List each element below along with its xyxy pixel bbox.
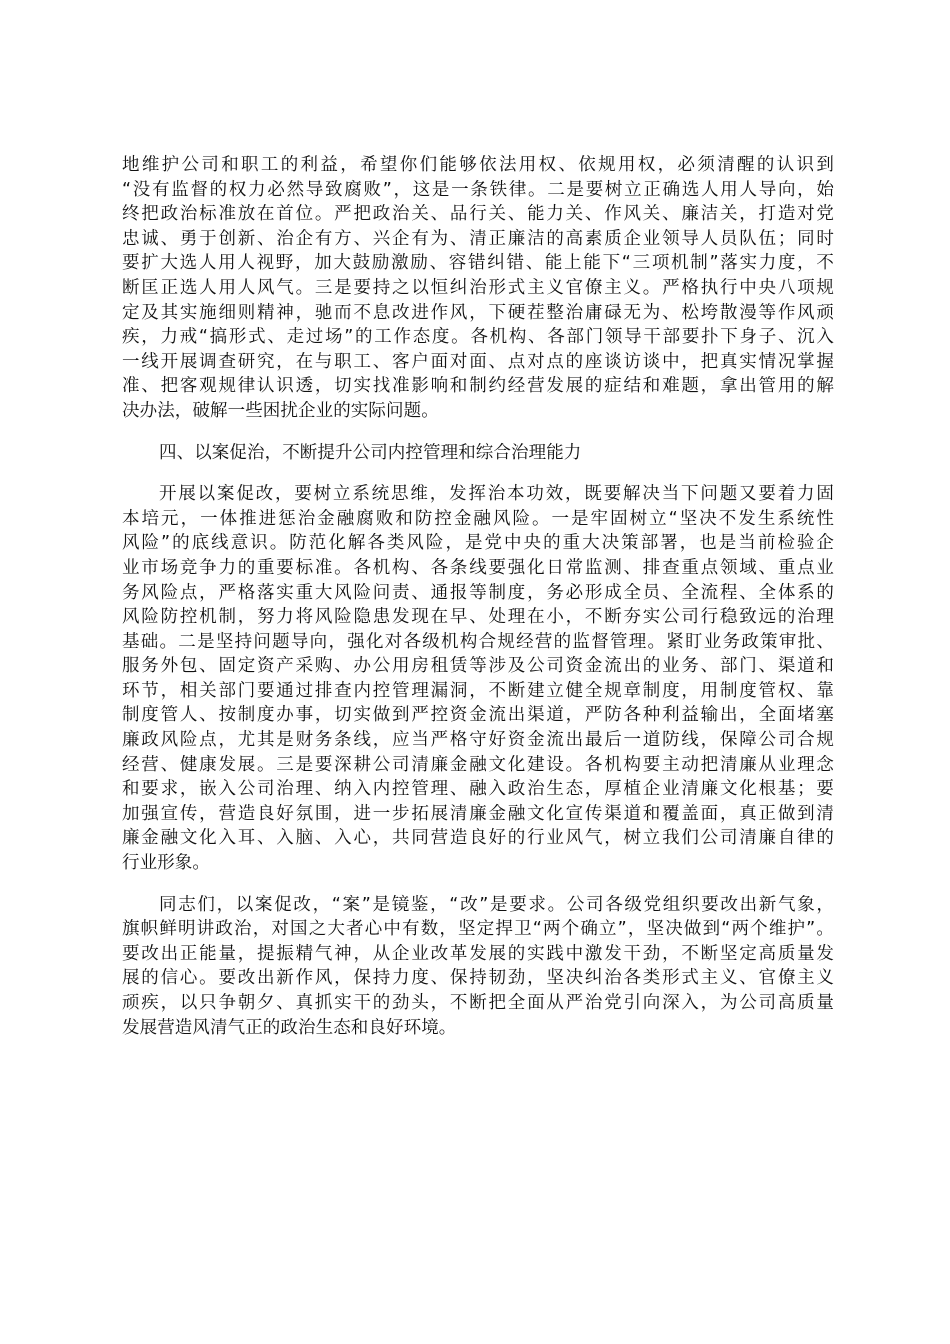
text-line: 廉金融文化入耳、入脑、入心，共同营造良好的行业风气，树立我们公司清廉自律的 (122, 828, 834, 849)
text-line: 地维护公司和职工的利益，希望你们能够依法用权、依规用权，必须清醒的认识到 (122, 155, 834, 175)
text-line: 制度管人、按制度办事，切实做到严控资金流出渠道，严防各种利益输出，全面堵塞 (122, 705, 834, 726)
text-line: 同志们，以案促改，“案”是镜鉴，“改”是要求。公司各级党组织要改出新气象， (159, 894, 834, 915)
text-line: 加强宣传，营造良好氛围，进一步拓展清廉金融文化宣传渠道和覆盖面，真正做到清 (122, 803, 834, 824)
text-line: 廉政风险点，尤其是财务条线，应当严格守好资金流出最后一道防线，保障公司合规 (122, 730, 834, 751)
text-line: 决办法，破解一些困扰企业的实际问题。 (122, 400, 439, 421)
paragraph-three (122, 893, 834, 1041)
section-heading: 四、以案促治，不断提升公司内控管理和综合治理能力 (159, 442, 582, 463)
text-line: 定及其实施细则精神，驰而不息改进作风，下硬茬整治庸碌无为、松垮散漫等作风顽 (122, 302, 834, 323)
text-line: 忠诚、勇于创新、治企有方、兴企有为、清正廉洁的高素质企业领导人员队伍；同时 (122, 228, 834, 249)
text-line: 务风险点，严格落实重大风险问责、通报等制度，务必形成全员、全流程、全体系的 (122, 582, 834, 603)
document-body (122, 153, 834, 1040)
text-line: 终把政治标准放在首位。严把政治关、品行关、能力关、作风关、廉洁关，打造对党 (122, 204, 834, 225)
text-line: 开展以案促改，要树立系统思维，发挥治本功效，既要解决当下问题又要着力固 (159, 484, 834, 505)
text-line: 顽疾，以只争朝夕、真抓实干的劲头，不断把全面从严治党引向深入，为公司高质量 (122, 993, 834, 1013)
text-line: 要改出正能量，提振精气神，从企业改革发展的实践中激发干劲，不断坚定高质量发 (122, 943, 834, 964)
text-line: 服务外包、固定资产采购、办公用房租赁等涉及公司资金流出的业务、部门、渠道和 (122, 656, 834, 677)
text-line: 发展营造风清气正的政治生态和良好环境。 (122, 1017, 457, 1038)
text-line: 基础。二是坚持问题导向，强化对各级机构合规经营的监督管理。紧盯业务政策审批、 (122, 631, 834, 652)
text-line: “没有监督的权力必然导致腐败”，这是一条铁律。二是要树立正确选人用人导向，始 (122, 179, 834, 200)
text-line: 断匡正选人用人风气。三是要持之以恒纠治形式主义官僚主义。严格执行中央八项规 (122, 277, 834, 298)
text-line: 风险”的底线意识。防范化解各类风险，是党中央的重大决策部署，也是当前检验企 (122, 533, 834, 554)
text-line: 展的信心。要改出新作风，保持力度、保持韧劲，坚决纠治各类形式主义、官僚主义 (122, 968, 834, 989)
text-line: 疾，力戒“搞形式、走过场”的工作态度。各机构、各部门领导干部要扑下身子、沉入 (122, 327, 834, 348)
paragraph-two (122, 482, 834, 876)
text-line: 环节，相关部门要通过排查内控管理漏洞，不断建立健全规章制度，用制度管权、靠 (122, 680, 834, 701)
section-heading-block (122, 441, 834, 466)
text-line: 经营、健康发展。三是要深耕公司清廉金融文化建设。各机构要主动把清廉从业理念 (122, 754, 834, 775)
text-line: 要扩大选人用人视野，加大鼓励激励、容错纠错、能上能下“三项机制”落实力度，不 (122, 253, 834, 274)
text-line: 风险防控机制，努力将风险隐患发现在早、处理在小，不断夯实公司行稳致远的治理 (122, 607, 834, 628)
text-line: 准、把客观规律认识透，切实找准影响和制约经营发展的症结和难题，拿出管用的解 (122, 376, 834, 397)
text-line: 本培元，一体推进惩治金融腐败和防控金融风险。一是牢固树立“坚决不发生系统性 (122, 508, 834, 529)
text-line: 业市场竞争力的重要标准。各机构、各条线要强化日常监测、排查重点领域、重点业 (122, 557, 834, 578)
text-line: 旗帜鲜明讲政治，对国之大者心中有数，坚定捍卫“两个确立”，坚决做到“两个维护”。 (122, 919, 834, 940)
text-line: 和要求，嵌入公司治理、纳入内控管理、融入政治生态，厚植企业清廉文化根基；要 (122, 779, 834, 800)
paragraph-continuation (122, 153, 834, 424)
text-line: 一线开展调查研究，在与职工、客户面对面、点对点的座谈访谈中，把真实情况掌握 (122, 351, 834, 372)
text-line: 行业形象。 (122, 853, 210, 874)
